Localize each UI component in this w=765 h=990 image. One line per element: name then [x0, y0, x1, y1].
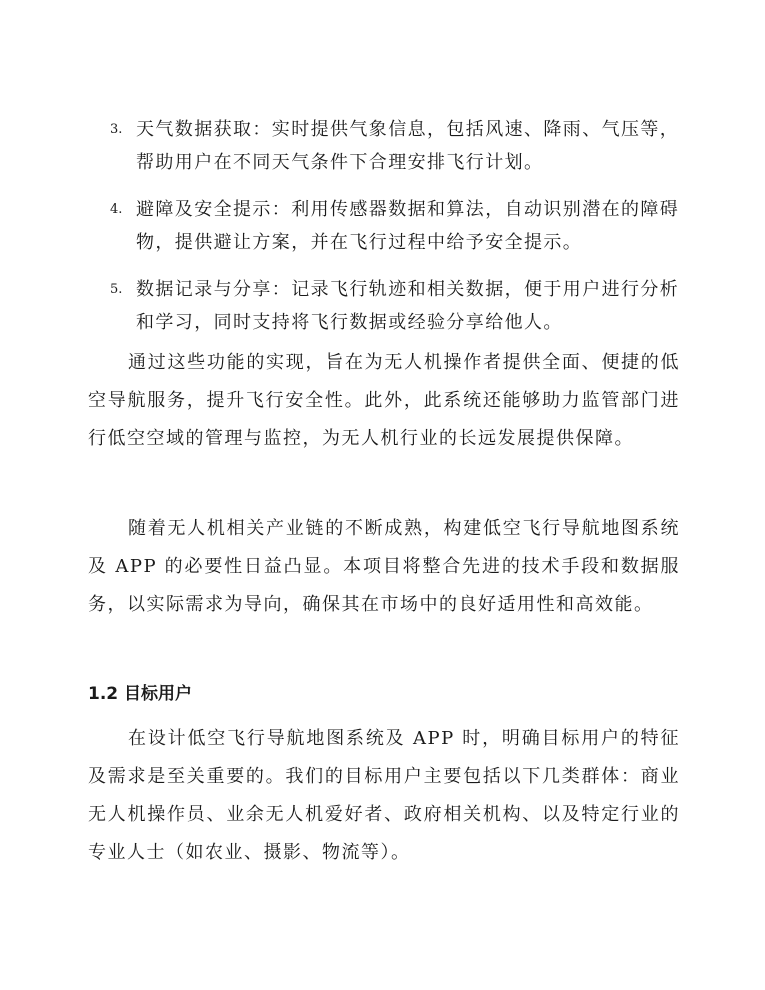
- list-text: 避障及安全提示：利用传感器数据和算法，自动识别潜在的障碍物，提供避让方案，并在飞行过程中给予安全提示。: [136, 199, 680, 253]
- list-number: 3.: [110, 122, 123, 137]
- list-item-data-record: [110, 273, 680, 339]
- list-number: 4.: [110, 202, 123, 217]
- list-text: 数据记录与分享：记录飞行轨迹和相关数据，便于用户进行分析和学习，同时支持将飞行数据或经验分享给他人。: [136, 279, 680, 333]
- section-heading: 1.2 目标用户: [88, 684, 193, 704]
- body-paragraph-2: 随着无人机相关产业链的不断成熟，构建低空飞行导航地图系统及 APP 的必要性日益凸显。本项目将整合先进的技术手段和数据服务，以实际需求为导向，确保其在市场中的良好适用性和高效能。: [88, 518, 680, 615]
- list-text: 天气数据获取：实时提供气象信息，包括风速、降雨、气压等，帮助用户在不同天气条件下合理安排飞行计划。: [136, 119, 680, 173]
- section-paragraph: 在设计低空飞行导航地图系统及 APP 时，明确目标用户的特征及需求是至关重要的。我们的目标用户主要包括以下几类群体：商业无人机操作员、业余无人机爱好者、政府相关机构、以及特定行业的专业人士（如农业、摄影、物流等）。: [88, 728, 680, 863]
- list-item-weather: [110, 113, 680, 179]
- list-item-obstacle: [110, 193, 680, 259]
- list-number: 5.: [110, 282, 123, 297]
- body-paragraph-1: 通过这些功能的实现，旨在为无人机操作者提供全面、便捷的低空导航服务，提升飞行安全性。此外，此系统还能够助力监管部门进行低空空域的管理与监控，为无人机行业的长远发展提供保障。: [88, 352, 680, 449]
